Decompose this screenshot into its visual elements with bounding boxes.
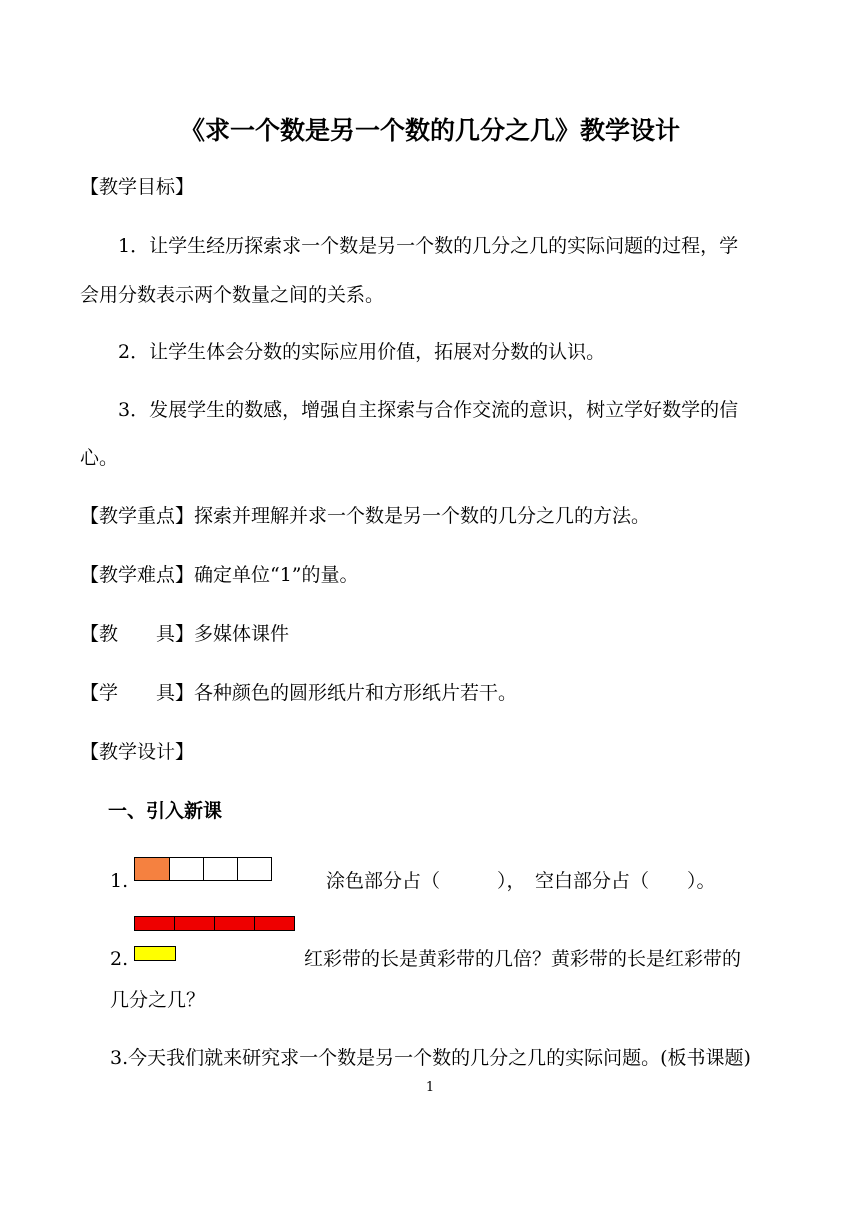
red-ribbon [134, 916, 295, 931]
question-3: 3.今天我们就来研究求一个数是另一个数的几分之几的实际问题。(板书课题) [110, 1047, 751, 1069]
question-2-text-line-1: 红彩带的长是黄彩带的几倍？黄彩带的长是红彩带的 [304, 948, 742, 970]
red-ribbon-segment [214, 916, 255, 931]
objective-2: 2．让学生体会分数的实际应用价值，拓展对分数的认识。 [118, 341, 606, 363]
red-ribbon-segment [174, 916, 215, 931]
objective-1-line-1: 1．让学生经历探索求一个数是另一个数的几分之几的实际问题的过程，学 [118, 235, 739, 257]
question-1-number: 1. [110, 870, 129, 892]
objective-3-line-1: 3．发展学生的数感，增强自主探索与合作交流的意识，树立学好数学的信 [118, 399, 739, 421]
design-heading: 【教学设计】 [80, 741, 195, 763]
learning-tools: 【学 具】各种颜色的圆形纸片和方形纸片若干。 [80, 682, 518, 704]
difficulty: 【教学难点】确定单位“1”的量。 [80, 564, 359, 586]
fraction-cell-blank [169, 857, 204, 881]
red-ribbon-segment [134, 916, 175, 931]
fraction-cell-shaded [134, 857, 170, 881]
objectives-heading: 【教学目标】 [80, 176, 195, 198]
teaching-tools: 【教 具】多媒体课件 [80, 623, 290, 645]
page-number: 1 [425, 1080, 435, 1095]
question-1-text: 涂色部分占（ ）， 空白部分占（ ）。 [326, 870, 716, 892]
red-ribbon-segment [254, 916, 295, 931]
fraction-cell-blank [203, 857, 238, 881]
objective-1-line-2: 会用分数表示两个数量之间的关系。 [80, 284, 385, 306]
question-2-text-line-2: 几分之几？ [110, 989, 206, 1011]
yellow-ribbon-segment [134, 946, 176, 961]
objective-3-line-2: 心。 [80, 447, 119, 469]
fraction-cell-blank [237, 857, 272, 881]
fraction-grid [134, 857, 272, 881]
key-point: 【教学重点】探索并理解并求一个数是另一个数的几分之几的方法。 [80, 505, 651, 527]
document-title: 《求一个数是另一个数的几分之几》教学设计 [179, 116, 680, 145]
question-2-number: 2. [110, 948, 129, 970]
yellow-ribbon [134, 946, 176, 961]
section-1-heading: 一、引入新课 [108, 800, 223, 822]
